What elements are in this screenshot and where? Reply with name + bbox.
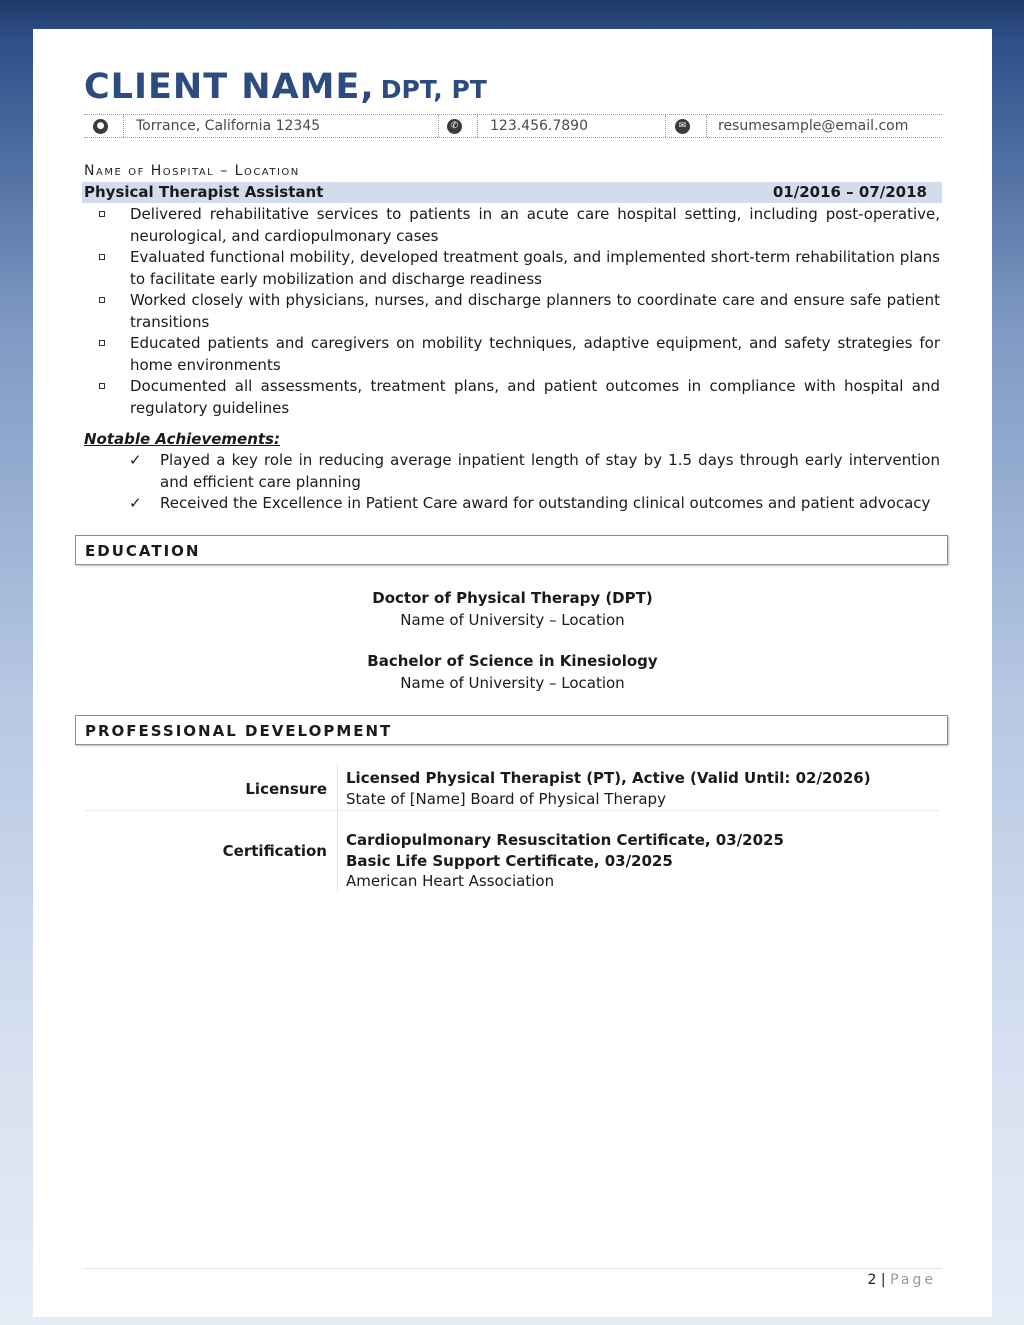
page-label: Page xyxy=(890,1272,936,1288)
degree-title: Doctor of Physical Therapy (DPT) xyxy=(372,589,653,607)
achievements-heading: Notable Achievements: xyxy=(84,430,280,448)
contact-location: Torrance, California 12345 xyxy=(136,118,321,134)
contact-divider xyxy=(477,115,478,137)
list-item: ✓ Received the Excellence in Patient Care award for outstanding clinical outcomes and patient advocacy xyxy=(84,493,940,515)
job-title: Physical Therapist Assistant xyxy=(84,183,324,201)
row-content: Cardiopulmonary Resuscitation Certificate, 03/2025 Basic Life Support Certificate, 03/2025 American Heart Association xyxy=(346,831,784,890)
checkmark-icon: ✓ xyxy=(129,451,142,469)
hospital-name: Name of Hospital – Location xyxy=(84,163,300,179)
professional-development-section-heading: PROFESSIONAL DEVELOPMENT xyxy=(75,715,948,745)
school-name: Name of University – Location xyxy=(400,673,625,692)
square-bullet-icon xyxy=(99,383,105,389)
degree-title: Bachelor of Science in Kinesiology xyxy=(367,652,658,670)
footer-divider xyxy=(84,1268,942,1269)
row-divider xyxy=(84,810,940,811)
page-footer xyxy=(868,1272,936,1288)
responsibilities-list xyxy=(84,204,940,419)
envelope-icon: ✉ xyxy=(675,119,690,134)
resume-page xyxy=(33,29,992,1317)
contact-divider xyxy=(123,115,124,137)
contact-divider xyxy=(438,115,439,137)
column-divider xyxy=(337,811,338,891)
job-dates: 01/2016 – 07/2018 xyxy=(772,183,927,201)
list-item: Delivered rehabilitative services to patients in an acute care hospital setting, including post-operative, neurological, and cardiopulmonary cases xyxy=(84,204,940,247)
list-item: Evaluated functional mobility, developed treatment goals, and implemented short-term rehabilitation plans to facilitate early mobilization and discharge readiness xyxy=(84,247,940,290)
contact-email[interactable]: resumesample@email.com xyxy=(718,118,909,134)
footer-separator: | xyxy=(880,1272,886,1288)
square-bullet-icon xyxy=(99,211,105,217)
column-divider xyxy=(337,764,338,810)
page-number: 2 xyxy=(867,1272,877,1288)
list-item: Educated patients and caregivers on mobility techniques, adaptive equipment, and safety strategies for home environments xyxy=(84,333,940,376)
contact-divider xyxy=(706,115,707,137)
education-entry xyxy=(33,651,992,694)
school-name: Name of University – Location xyxy=(400,610,625,629)
list-item: ✓ Played a key role in reducing average inpatient length of stay by 1.5 days through early intervention and efficient care planning xyxy=(129,451,940,491)
square-bullet-icon xyxy=(99,254,105,260)
contact-divider xyxy=(665,115,666,137)
row-label: Licensure xyxy=(245,780,327,798)
contact-bar xyxy=(84,114,942,138)
row-content: Licensed Physical Therapist (PT), Active (Valid Until: 02/2026) State of [Name] Board of Physical Therapy xyxy=(346,769,871,808)
role-bar xyxy=(82,182,942,203)
contact-phone: 123.456.7890 xyxy=(490,118,588,134)
square-bullet-icon xyxy=(99,340,105,346)
phone-icon: ✆ xyxy=(447,119,462,134)
checkmark-icon: ✓ xyxy=(129,494,142,512)
education-entry xyxy=(33,588,992,631)
row-label: Certification xyxy=(222,842,327,860)
list-item: Documented all assessments, treatment plans, and patient outcomes in compliance with hospital and regulatory guidelines xyxy=(84,376,940,419)
list-item: Worked closely with physicians, nurses, and discharge planners to coordinate care and ensure safe patient transitions xyxy=(84,290,940,333)
education-section-heading: EDUCATION xyxy=(75,535,948,565)
achievements-list xyxy=(84,450,940,515)
square-bullet-icon xyxy=(99,297,105,303)
map-pin-icon: ● xyxy=(93,119,108,134)
candidate-credentials: DPT, PT xyxy=(380,75,487,104)
candidate-name-heading xyxy=(84,67,487,107)
candidate-name: CLIENT NAME, xyxy=(84,67,375,107)
